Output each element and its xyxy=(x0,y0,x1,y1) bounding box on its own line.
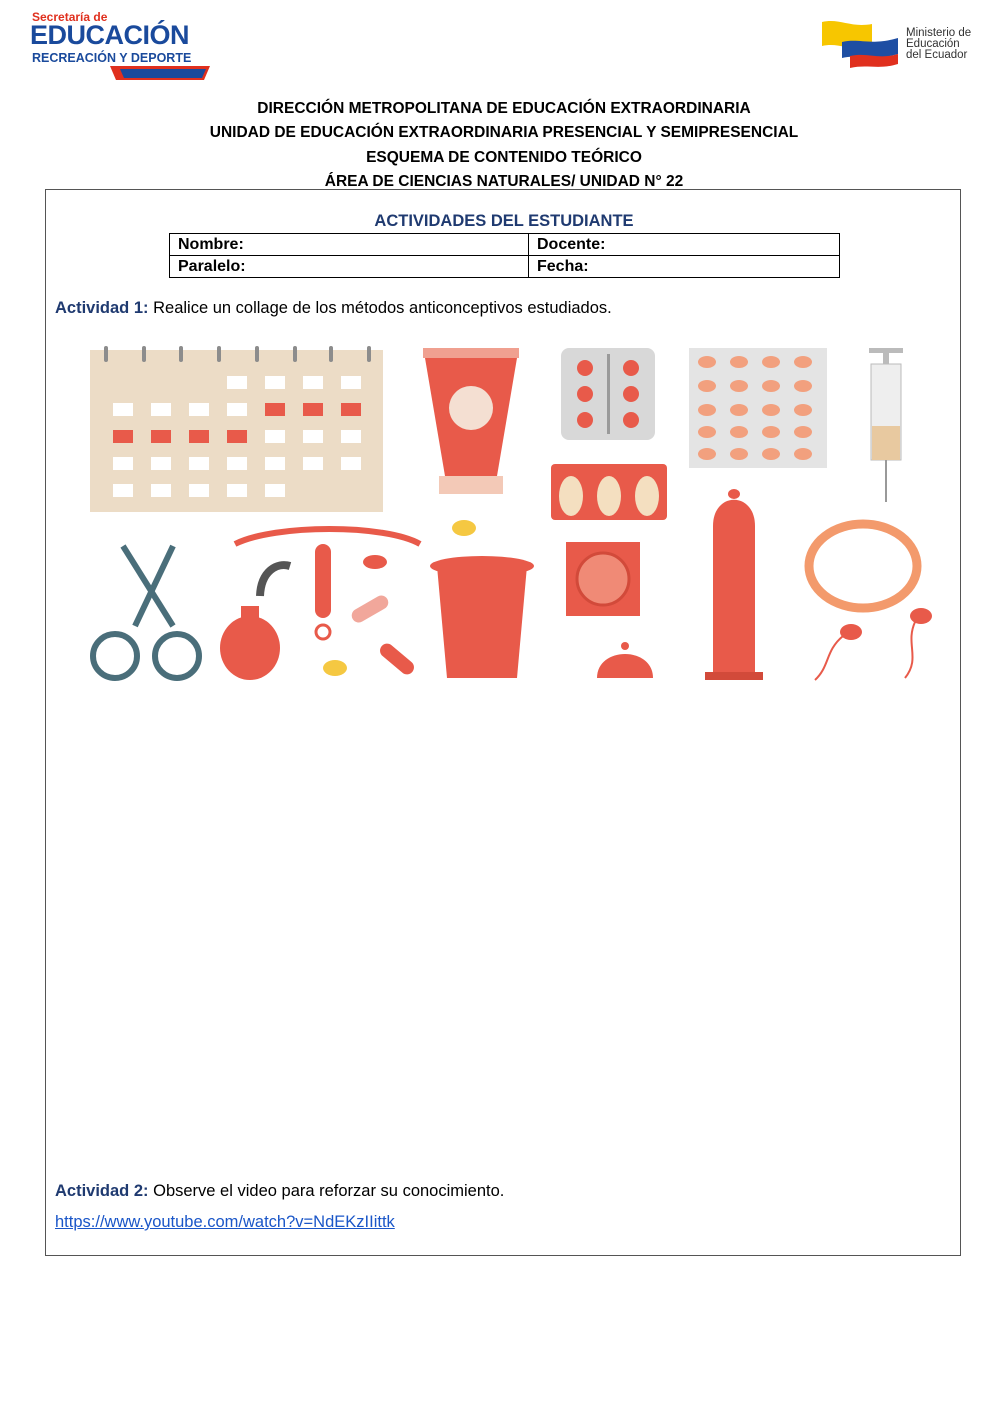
video-link[interactable]: https://www.youtube.com/watch?v=NdEKzIIittk xyxy=(55,1213,395,1231)
condom-icon xyxy=(705,489,763,680)
logo-left-line1: Secretaría de xyxy=(32,10,108,24)
logo-right-line3: del Ecuador xyxy=(906,49,968,61)
contraceptive-cup-icon xyxy=(430,556,534,678)
docente-field[interactable]: Docente: xyxy=(529,234,840,256)
pill-blister-icon xyxy=(689,348,827,468)
pill-pack-icon xyxy=(561,348,655,440)
suppositories-icon xyxy=(551,464,667,520)
student-info-table xyxy=(169,233,840,278)
contraceptive-collage-image xyxy=(85,326,937,692)
activities-title: ACTIVIDADES DEL ESTUDIANTE xyxy=(374,212,634,230)
activity-2-label: Actividad 2: xyxy=(55,1182,149,1200)
header-line-3: ESQUEMA DE CONTENIDO TEÓRICO xyxy=(366,148,642,166)
secretaria-educacion-logo xyxy=(30,10,215,74)
header-line-1: DIRECCIÓN METROPOLITANA DE EDUCACIÓN EXTRAORDINARIA xyxy=(257,100,751,117)
paralelo-field[interactable]: Paralelo: xyxy=(170,256,529,278)
cream-tube-icon xyxy=(423,348,519,494)
scissors-icon xyxy=(93,546,199,678)
document-header xyxy=(0,97,1000,194)
logo-left-line3: RECREACIÓN Y DEPORTE xyxy=(32,51,192,65)
nombre-field[interactable]: Nombre: xyxy=(170,234,529,256)
logo-right-line2: Educación xyxy=(906,38,960,50)
activity-1-label: Actividad 1: xyxy=(55,299,149,317)
header-line-2: UNIDAD DE EDUCACIÓN EXTRAORDINARIA PRESENCIAL Y SEMIPRESENCIAL xyxy=(209,124,799,142)
vaginal-ring-icon xyxy=(809,524,917,608)
activity-2 xyxy=(55,1182,504,1201)
logo-right-line1: Ministerio de xyxy=(906,27,972,39)
logo-left-line2: EDUCACIÓN xyxy=(30,20,190,50)
calendar-icon xyxy=(90,346,383,512)
activity-1 xyxy=(55,299,612,318)
fecha-field[interactable]: Fecha: xyxy=(529,256,840,278)
logo-signature-band xyxy=(110,66,210,80)
header-line-4: ÁREA DE CIENCIAS NATURALES/ UNIDAD N° 22 xyxy=(324,172,684,190)
sperm-icon xyxy=(815,608,932,680)
condom-package-icon xyxy=(566,542,640,616)
ministerio-logo-text xyxy=(906,28,971,61)
activity-1-text: Realice un collage de los métodos anticonceptivos estudiados. xyxy=(148,299,612,317)
table-row xyxy=(170,256,840,278)
table-row xyxy=(170,234,840,256)
syringe-icon xyxy=(869,348,903,502)
activity-2-text: Observe el video para reforzar su conocimiento. xyxy=(148,1182,505,1200)
douche-bulb-icon xyxy=(220,565,290,680)
ecuador-flag-icon xyxy=(820,18,900,74)
ministerio-educacion-logo xyxy=(820,18,995,74)
diaphragm-icon xyxy=(597,642,653,678)
